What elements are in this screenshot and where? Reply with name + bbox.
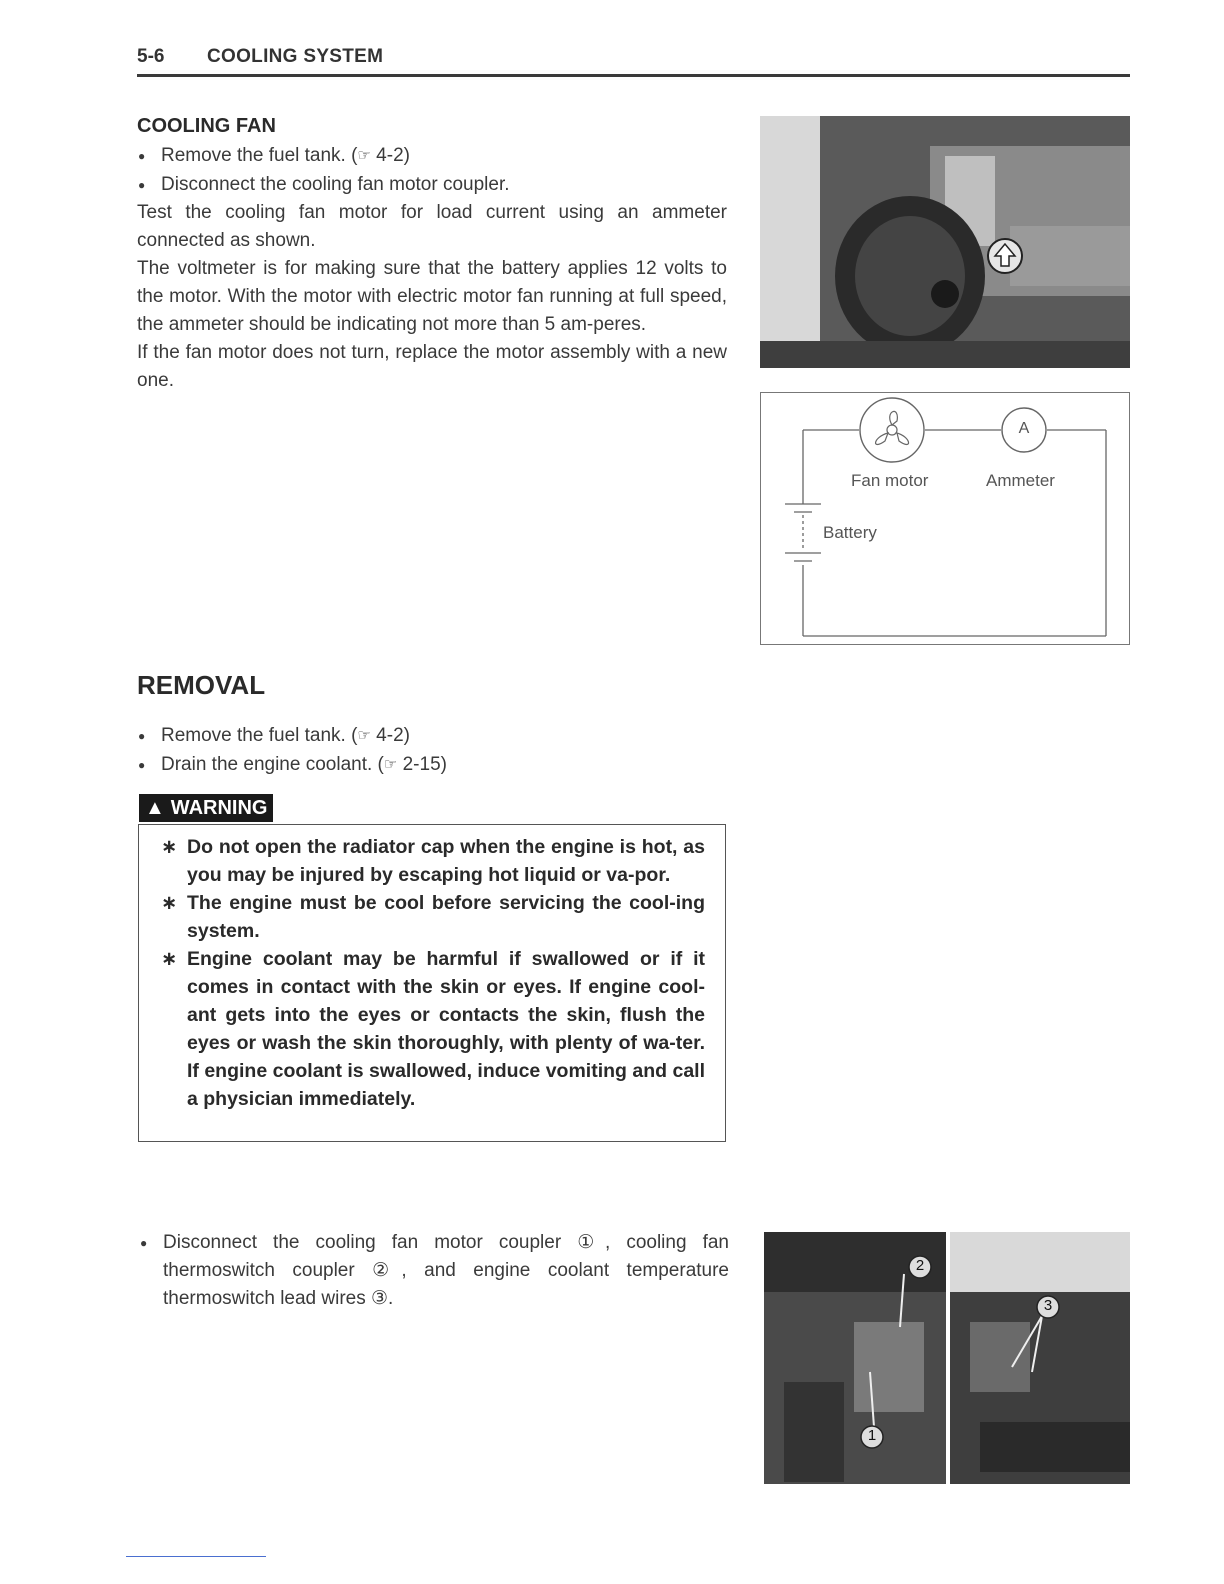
coupler-photo-right-art (950, 1232, 1130, 1484)
voltmeter-paragraph: The voltmeter is for making sure that the battery applies 12 volts to the motor. With the motor with electric motor fan running at full speed, the ammeter should be indicating not more than 5 am-peres. (137, 258, 727, 335)
list-item: ● Disconnect the cooling fan motor coupler. (137, 171, 727, 199)
cooling-fan-photo-art (760, 116, 1130, 368)
warning-item: ∗ Do not open the radiator cap when the engine is hot, as you may be injured by escaping hot liquid or va-por. (161, 836, 705, 886)
warning-label: ▲ WARNING (139, 794, 273, 822)
coupler-photo-right (950, 1232, 1130, 1484)
cooling-fan-heading: COOLING FAN (137, 115, 276, 137)
cooling-fan-photo (760, 116, 1130, 368)
warning-item: ∗ The engine must be cool before servicing the cool-ing system. (161, 892, 705, 942)
removal-list (137, 722, 727, 780)
list-item: ● Remove the fuel tank. (☞ 4-2) (137, 722, 727, 751)
ammeter-label: Ammeter (986, 471, 1055, 490)
circuit-diagram (760, 392, 1130, 645)
battery-label: Battery (823, 523, 877, 542)
footer-rule (126, 1556, 266, 1557)
list-item: ● Remove the fuel tank. (☞ 4-2) (137, 142, 727, 171)
warning-triangle-icon: ▲ (145, 797, 165, 819)
warning-box (138, 824, 726, 1142)
reference-icon: ☞ (357, 147, 371, 164)
callout-2: 2 (915, 1257, 925, 1274)
list-item: ● Drain the engine coolant. (☞ 2-15) (137, 751, 727, 780)
section-title: COOLING SYSTEM (207, 46, 384, 67)
callout-1: 1 (867, 1427, 877, 1444)
coupler-photo-left (764, 1232, 946, 1484)
disconnect-instructions (139, 1229, 729, 1313)
test-paragraph: Test the cooling fan motor for load current using an ammeter connected as shown. (137, 202, 727, 251)
circuit-wires (761, 393, 1129, 644)
page-number: 5-6 (137, 46, 165, 67)
ammeter-symbol-label: A (1018, 420, 1030, 437)
reference-icon: ☞ (383, 756, 398, 773)
reference-icon: ☞ (357, 727, 371, 744)
warning-item: ∗ Engine coolant may be harmful if swallowed or if it comes in contact with the skin or eyes. If engine cool-ant gets into the eyes or contacts the skin, flush the eyes or wash the skin thoroughly, with plenty of wa-ter. If engine coolant is swallowed, induce vomiting and call a physician immediately. (161, 948, 705, 1110)
list-item: ● Disconnect the cooling fan motor coupler ①, cooling fan thermoswitch coupler ②, and engine coolant temperature thermoswitch lead wires ③. (139, 1229, 729, 1313)
callout-3: 3 (1043, 1297, 1053, 1314)
removal-heading: REMOVAL (137, 670, 266, 700)
replace-paragraph: If the fan motor does not turn, replace the motor assembly with a new one. (137, 342, 727, 391)
fan-motor-symbol (860, 398, 924, 462)
cooling-fan-body (137, 142, 727, 395)
header-rule (137, 74, 1130, 77)
fan-motor-label: Fan motor (851, 471, 929, 490)
